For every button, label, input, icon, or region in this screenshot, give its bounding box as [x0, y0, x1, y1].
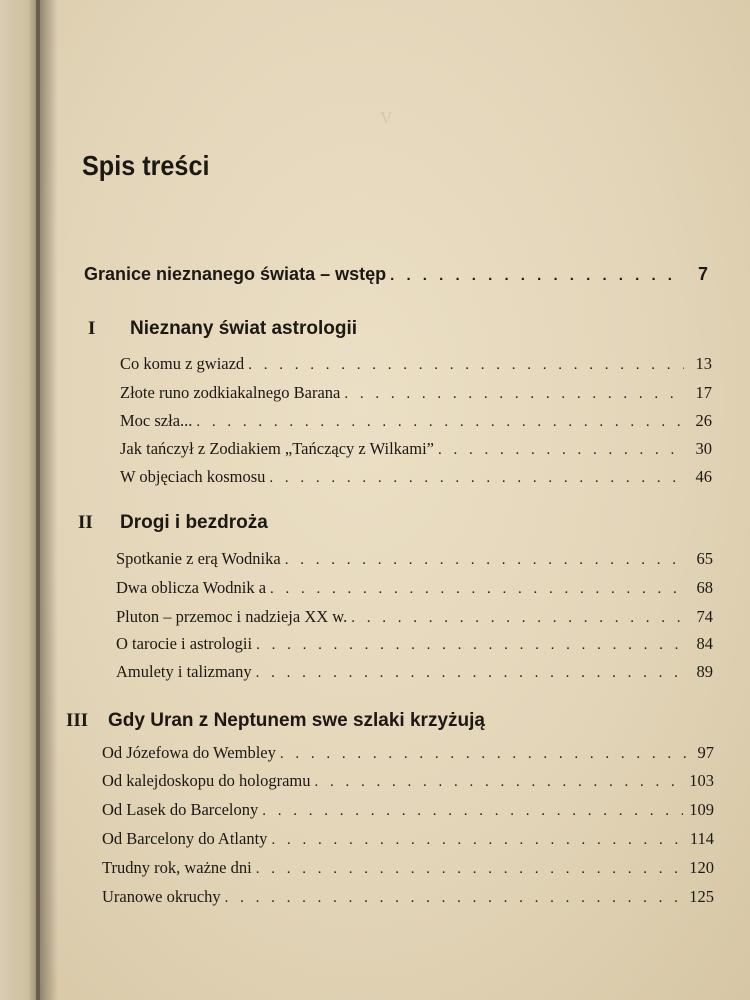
toc-entry-label: Jak tańczył z Zodiakiem „Tańczący z Wilkami”: [120, 439, 434, 458]
toc-entry: [120, 383, 712, 403]
toc-page-number: 125: [689, 887, 714, 906]
dot-leader: [262, 803, 683, 820]
dot-leader: [285, 552, 685, 569]
toc-entry: [102, 858, 714, 878]
section-title: Nieznany świat astrologii: [130, 318, 357, 339]
book-gutter-shadow: [36, 0, 58, 1000]
toc-entry: [102, 829, 714, 849]
toc-page-number: 46: [695, 467, 712, 486]
toc-entry: [102, 771, 714, 791]
toc-page-number: 97: [697, 743, 714, 762]
left-page-edge: [0, 0, 40, 1000]
dot-leader: [225, 890, 684, 907]
section-number: II: [78, 512, 93, 533]
toc-entry-label: W objęciach kosmosu: [120, 467, 266, 486]
toc-entry: [102, 887, 714, 907]
toc-page-number: 7: [697, 264, 708, 284]
page-title: Spis treści: [82, 150, 210, 181]
toc-page-number: 30: [695, 439, 712, 458]
dot-leader: [270, 581, 685, 598]
toc-entry: [120, 354, 712, 374]
toc-page-number: 74: [696, 607, 713, 626]
toc-page-number: 84: [696, 634, 713, 653]
toc-page-number: 109: [689, 800, 714, 819]
toc-entry: [116, 549, 713, 569]
dot-leader: [269, 470, 684, 487]
toc-entry-label: Pluton – przemoc i nadzieja XX w.: [116, 607, 348, 626]
toc-page-number: 120: [689, 858, 714, 877]
toc-page-number: 103: [689, 771, 714, 790]
dot-leader: [256, 665, 685, 682]
dot-leader: [351, 610, 685, 627]
show-through-text: V: [380, 108, 494, 127]
toc-entry-label: Co komu z gwiazd: [120, 354, 245, 373]
toc-page-number: 68: [696, 578, 713, 597]
section-heading-2: [78, 512, 268, 534]
toc-page-number: 89: [696, 662, 713, 681]
toc-entry-label: Granice nieznanego świata – wstęp: [84, 264, 387, 284]
toc-entry-label: Spotkanie z erą Wodnika: [116, 549, 281, 568]
toc-page-number: 17: [695, 383, 712, 402]
dot-leader: [280, 746, 686, 763]
dot-leader: [196, 414, 684, 431]
dot-leader: [390, 267, 680, 284]
toc-page-number: 65: [696, 549, 713, 568]
toc-entry: [116, 578, 713, 598]
toc-entry: [116, 662, 713, 682]
dot-leader: [248, 357, 684, 374]
toc-entry: [116, 607, 713, 627]
dot-leader: [315, 774, 684, 791]
toc-entry: [116, 634, 713, 654]
toc-entry-label: Amulety i talizmany: [116, 662, 252, 681]
dot-leader: [438, 442, 684, 459]
section-heading-1: [88, 318, 357, 340]
toc-entry-label: Od Lasek do Barcelony: [102, 800, 259, 819]
toc-entry-label: Złote runo zodkiakalnego Barana: [120, 383, 341, 402]
toc-entry-intro: [84, 264, 708, 285]
dot-leader: [271, 832, 683, 849]
section-number: III: [66, 710, 89, 731]
dot-leader: [256, 861, 684, 878]
toc-entry-label: Uranowe okruchy: [102, 887, 221, 906]
toc-entry-label: Od kalejdoskopu do hologramu: [102, 771, 311, 790]
toc-page-number: 13: [695, 354, 712, 373]
toc-page-number: 114: [689, 829, 714, 848]
book-page: [40, 0, 750, 1000]
toc-entry: [120, 439, 712, 459]
section-title: Gdy Uran z Neptunem swe szlaki krzyżują: [108, 710, 485, 731]
toc-entry: [120, 411, 712, 431]
toc-entry-label: Trudny rok, ważne dni: [102, 858, 252, 877]
toc-entry-label: Dwa oblicza Wodnik a: [116, 578, 267, 597]
dot-leader: [256, 637, 685, 654]
toc-entry-label: Od Józefowa do Wembley: [102, 743, 276, 762]
section-number: I: [88, 318, 96, 339]
dot-leader: [344, 386, 684, 403]
section-heading-3: [66, 710, 485, 732]
toc-entry: [120, 467, 712, 487]
toc-entry-label: Moc szła...: [120, 411, 193, 430]
toc-entry-label: Od Barcelony do Atlanty: [102, 829, 268, 848]
toc-entry: [102, 743, 714, 763]
toc-entry-label: O tarocie i astrologii: [116, 634, 253, 653]
toc-entry: [102, 800, 714, 820]
toc-page-number: 26: [695, 411, 712, 430]
section-title: Drogi i bezdroża: [120, 512, 268, 533]
